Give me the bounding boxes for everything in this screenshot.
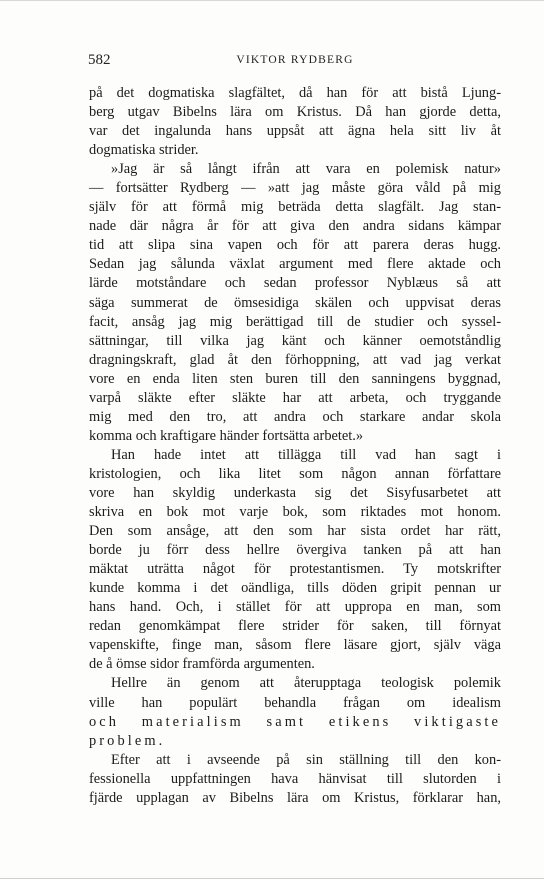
text-line: de å ömse sidor framförda argumenten.	[89, 656, 315, 673]
text-line: tid att slipa sina vapen och för att parera deras hugg.	[89, 237, 501, 254]
text-line: vapenskifte, finge man, såsom flere läsare gjort, själv väga	[89, 637, 501, 654]
page-top-edge	[0, 0, 544, 1]
body-text	[89, 84, 501, 808]
text-line: berg utgav Bibelns lära om Kristus. Då han gjorde detta,	[89, 104, 501, 121]
text-line: komma och kraftigare händer fortsätta arbetet.»	[89, 427, 364, 444]
text-line: hans hand. Och, i stället för att uppropa en man, som	[89, 599, 501, 616]
text-line: Efter att i avseende på sin ställning till den kon-	[111, 751, 501, 768]
text-line: sättningar, till vilka jag känt och känner oemotståndlig	[89, 332, 501, 349]
text-line: mig med den tro, att andra och starkare andar skola	[89, 408, 501, 425]
running-head: VIKTOR RYDBERG	[236, 54, 354, 66]
text-line: Hellre än genom att återupptaga teologisk polemik	[111, 675, 501, 692]
text-line: vore en enda liten sten buren till den sanningens byggnad,	[89, 370, 501, 387]
text-line: nade där några år för att giva den andra sidans kämpar	[89, 218, 501, 235]
text-line: Sedan jag sålunda växlat argument med flere aktade och	[89, 256, 501, 273]
text-line: kristologien, och lika litet som någon annan författare	[89, 465, 501, 482]
text-line: var det ingalunda hans uppsåt att ägna hela sitt liv åt	[89, 123, 501, 140]
text-line: dragningskraft, glad åt den förhoppning, att vad jag verkat	[89, 351, 501, 368]
text-line: »Jag är så långt ifrån att vara en polemisk natur»	[111, 161, 501, 178]
text-line: lärde motståndare och sedan professor Nyblæus så att	[89, 275, 501, 292]
text-line: Han hade intet att tillägga till vad han sagt i	[111, 446, 501, 463]
text-line: redan genomkämpat flere strider för saken, till förnyat	[89, 618, 501, 635]
text-line: vore han skyldig underkasta sig det Sisyfusarbetet att	[89, 484, 501, 501]
text-line: facit, ansåg jag mig berättigad till de studier och syssel-	[89, 313, 501, 330]
text-line: mäktat uträtta något för protestantismen. Ty motskrifter	[89, 561, 501, 578]
page-number: 582	[88, 52, 111, 68]
text-line: säga summerat de ömsesidiga skälen och uppvisat deras	[89, 294, 501, 311]
text-line: ville han populärt behandla frågan om idealism	[89, 694, 501, 711]
text-line: själv för att förmå mig beträda detta slagfält. Jag stan-	[89, 199, 501, 216]
text-line: fjärde upplagan av Bibelns lära om Kristus, förklarar han,	[89, 789, 501, 806]
text-line: fessionella uppfattningen hava hänvisat till slutorden i	[89, 770, 501, 787]
text-line: Den som ansåge, att den som har sista ordet har rätt,	[89, 523, 501, 540]
text-line: borde ju förr dess hellre övergiva tanken på att han	[89, 542, 501, 559]
text-line: varpå släkte efter släkte har att arbeta, och tryggande	[89, 389, 501, 406]
text-line: problem.	[89, 732, 166, 749]
text-line: dogmatiska strider.	[89, 142, 199, 159]
text-line: på det dogmatiska slagfältet, då han för att bistå Ljung-	[89, 85, 501, 101]
page-header	[88, 52, 502, 72]
text-line: skriva en bok mot varje bok, som riktades mot honom.	[89, 504, 501, 521]
text-line: — fortsätter Rydberg — »att jag måste göra våld på mig	[89, 180, 501, 197]
text-line: och materialism samt etikens viktigaste	[89, 713, 501, 730]
text-line: kunde komma i det oändliga, tills döden gripit pennan ur	[89, 580, 501, 597]
